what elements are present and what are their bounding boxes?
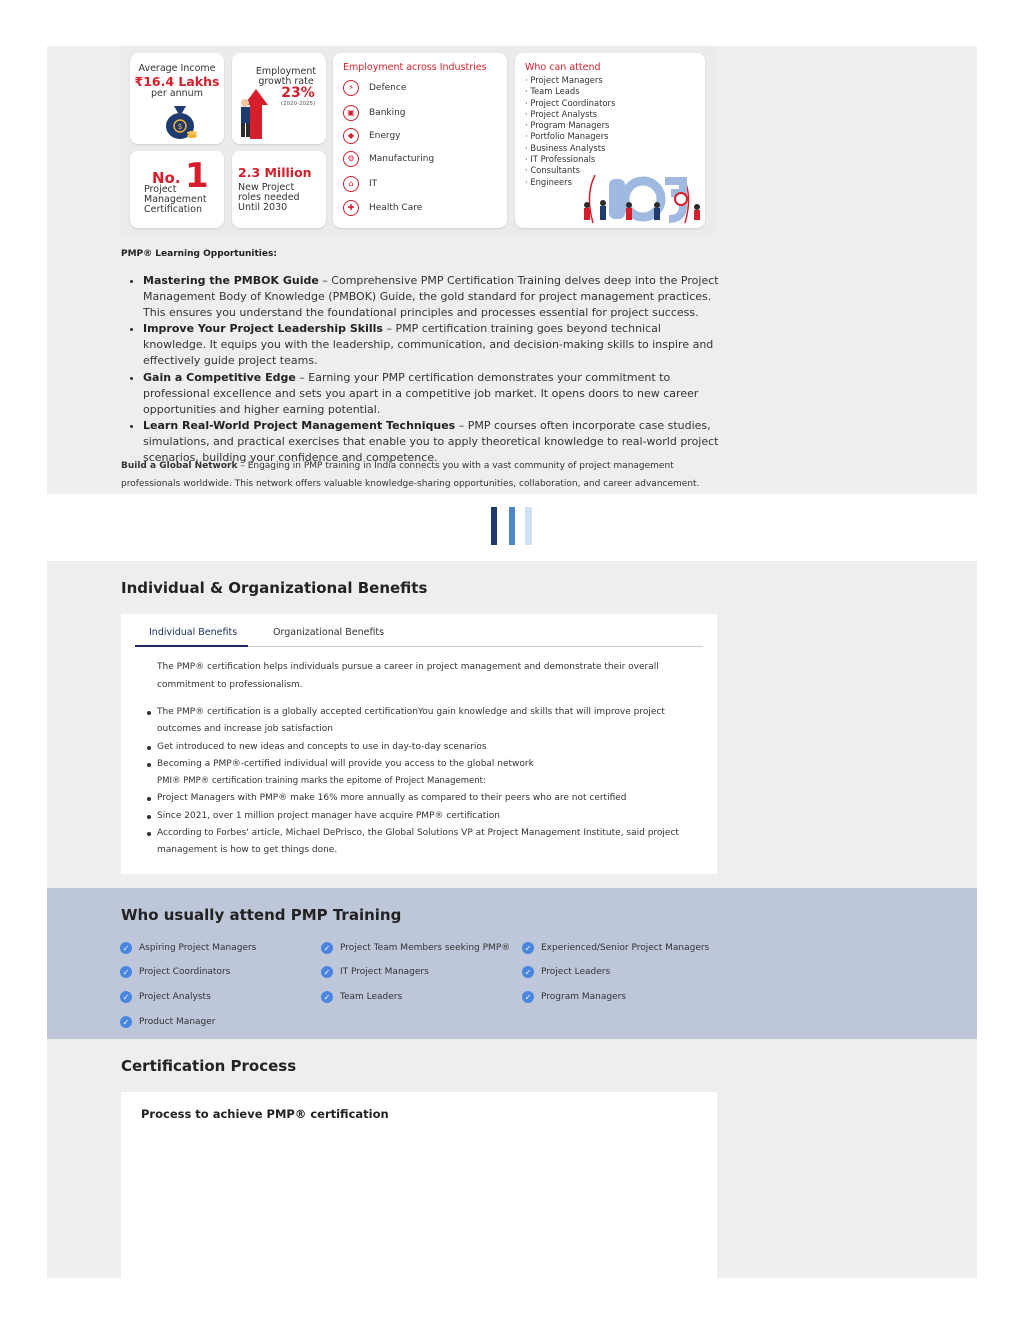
rank-line1: Project (144, 184, 177, 195)
check-icon: ✓ (522, 991, 534, 1003)
who-can-attend-item: · Consultants (525, 165, 580, 176)
check-icon: ✓ (321, 966, 333, 978)
benefit-item: The PMP® certification is a globally accepted certificationYou gain knowledge and skills that will improve project outcomes and increase job satisfaction (157, 704, 705, 739)
who-can-attend-item: · Program Managers (525, 120, 610, 131)
attendee-item: ✓ Program Managers (522, 991, 626, 1003)
who-can-attend-item: · Project Managers (525, 75, 603, 85)
check-icon: ✓ (120, 991, 132, 1003)
income-value: ₹16.4 Lakhs (134, 74, 220, 89)
attendee-item: ✓ Project Coordinators (120, 966, 230, 978)
benefits-title: Individual & Organizational Benefits (121, 579, 428, 597)
benefit-item: Becoming a PMP®-certified individual will provide you access to the global network (157, 756, 705, 773)
svg-text:$: $ (177, 122, 183, 131)
industries-title: Employment across Industries (343, 62, 487, 73)
attendee-item: ✓ IT Project Managers (321, 966, 429, 978)
growth-value: 23% (281, 85, 315, 101)
industry-item: ◆ Energy (343, 124, 434, 147)
who-can-attend-item: · Engineers (525, 176, 572, 187)
attendee-item: ✓ Project Analysts (120, 991, 211, 1003)
check-icon: ✓ (321, 942, 333, 954)
benefit-item: Since 2021, over 1 million project manager have acquire PMP® certification (157, 808, 705, 825)
industries-card (333, 53, 507, 228)
opportunity-item: • Gain a Competitive Edge – Earning your PMP certification demonstrates your commitment to professional excellence and sets you apart in a competitive job market. It opens doors to new career opportunities and higher earning potential. (143, 370, 721, 418)
industry-item: ⚙ Manufacturing (343, 147, 434, 170)
building-icon: ⌂ (343, 176, 359, 192)
rank-line2: Management (144, 194, 207, 205)
roles-card (232, 151, 326, 228)
tab-individual-benefits[interactable]: Individual Benefits (149, 627, 238, 638)
opportunities-title: PMP® Learning Opportunities: (121, 249, 277, 259)
industry-item: ⚡ Defence (343, 76, 434, 99)
check-icon: ✓ (522, 966, 534, 978)
rank-number: 1 (185, 156, 209, 196)
benefit-item: Project Managers with PMP® make 16% more annually as compared to their peers who are not certified (157, 790, 705, 807)
rank-line3: Certification (144, 204, 202, 215)
process-card-title: Process to achieve PMP® certification (141, 1107, 389, 1121)
growth-arrow-icon (236, 81, 276, 141)
who-can-attend-title: Who can attend (525, 62, 601, 73)
attendee-item: ✓ Experienced/Senior Project Managers (522, 942, 709, 954)
benefits-card (121, 614, 717, 874)
growth-label-line1: Employment (255, 66, 317, 77)
industries-list (343, 76, 434, 219)
health-icon: ✚ (343, 200, 359, 216)
attendee-item: ✓ Project Team Members seeking PMP® (321, 942, 510, 954)
growth-label-line2: growth rate (258, 76, 314, 87)
roles-value: 2.3 Million (238, 165, 312, 180)
growth-years: (2020-2025) (280, 101, 316, 107)
benefits-tabs (135, 620, 703, 647)
top-section (47, 46, 977, 494)
lightning-icon: ⚡ (343, 80, 359, 96)
roles-line3: Until 2030 (238, 202, 288, 213)
growth-card (232, 53, 326, 144)
who-can-attend-item: · Team Leads (525, 86, 580, 97)
benefits-section (47, 561, 977, 888)
attendee-item: ✓ Team Leaders (321, 991, 402, 1003)
opportunity-item: • Mastering the PMBOK Guide – Comprehensive PMP Certification Training delves deep into the Project Management Body of Knowledge (PMBOK) Guide, the gold standard for project management practices. This ensures you understand the foundational principles and processes essential for project success. (143, 273, 721, 321)
attendee-item: ✓ Aspiring Project Managers (120, 942, 256, 954)
who-can-attend-item: · Business Analysts (525, 142, 606, 153)
who-can-attend-item: · Project Coordinators (525, 97, 616, 108)
opportunities-section (121, 249, 717, 259)
attendee-item: ✓ Product Manager (120, 1016, 215, 1028)
check-icon: ✓ (120, 966, 132, 978)
bank-icon: ▣ (343, 105, 359, 121)
certification-title: Certification Process (121, 1057, 297, 1075)
active-tab-indicator (135, 645, 248, 647)
benefits-intro: The PMP® certification helps individuals pursue a career in project management and demonstrate their overall commitment to professionalism. (157, 662, 659, 690)
check-icon: ✓ (321, 991, 333, 1003)
attendees-section (47, 888, 977, 1039)
rank-prefix: No. (152, 169, 181, 187)
check-icon: ✓ (120, 942, 132, 954)
opportunity-item: • Improve Your Project Leadership Skills – PMP certification training goes beyond technical knowledge. It equips you with the leadership, communication, and decision-making skills to inspire and effectively guide project teams. (143, 321, 721, 369)
industry-item: ✚ Health Care (343, 196, 434, 219)
benefit-item: According to Forbes' article, Michael DePrisco, the Global Solutions VP at Project Management Institute, said project management is how to get things done. (157, 825, 705, 860)
job-illustration (573, 165, 703, 227)
who-can-attend-item: · Project Analysts (525, 108, 598, 119)
rank-card (130, 151, 224, 228)
who-can-attend-card (515, 53, 705, 228)
benefit-subheading: PMI® PMP® certification training marks the epitome of Project Management: (157, 776, 486, 787)
roles-line1: New Project (238, 182, 295, 193)
benefits-list (157, 704, 705, 860)
certification-process-card (121, 1092, 717, 1278)
industry-item: ⌂ IT (343, 172, 434, 195)
opportunities-list (121, 273, 721, 466)
industry-item: ▣ Banking (343, 101, 434, 124)
check-icon: ✓ (522, 942, 534, 954)
attendee-item: ✓ Project Leaders (522, 966, 610, 978)
income-label: Average Income (138, 63, 216, 74)
gear-icon: ⚙ (343, 151, 359, 167)
income-period: per annum (151, 88, 203, 99)
pmp-infographic (121, 46, 717, 234)
check-icon: ✓ (120, 1016, 132, 1028)
opportunities-list-wrap (121, 273, 721, 466)
certification-section (47, 1039, 977, 1278)
who-can-attend-item: · Portfolio Managers (525, 131, 609, 142)
attendees-title: Who usually attend PMP Training (121, 906, 402, 924)
opportunity-item: • Learn Real-World Project Management Techniques – PMP courses often incorporate case studies, simulations, and practical exercises that enable you to apply theoretical knowledge to real-world project scenarios, building your confidence and competence. (143, 418, 721, 466)
global-network-paragraph: Build a Global Network – Engaging in PMP training in India connects you with a vast community of project management professionals worldwide. This network offers valuable knowledge-sharing opportunities, collaboration, and career advancement. (121, 461, 700, 489)
tab-organizational-benefits[interactable]: Organizational Benefits (273, 627, 385, 638)
who-can-attend-item: · IT Professionals (525, 154, 596, 165)
money-bag-icon (162, 102, 198, 140)
energy-icon: ◆ (343, 128, 359, 144)
benefit-item: Get introduced to new ideas and concepts to use in day-to-day scenarios (157, 739, 705, 756)
income-card (130, 53, 224, 144)
roles-line2: roles needed (238, 192, 300, 203)
